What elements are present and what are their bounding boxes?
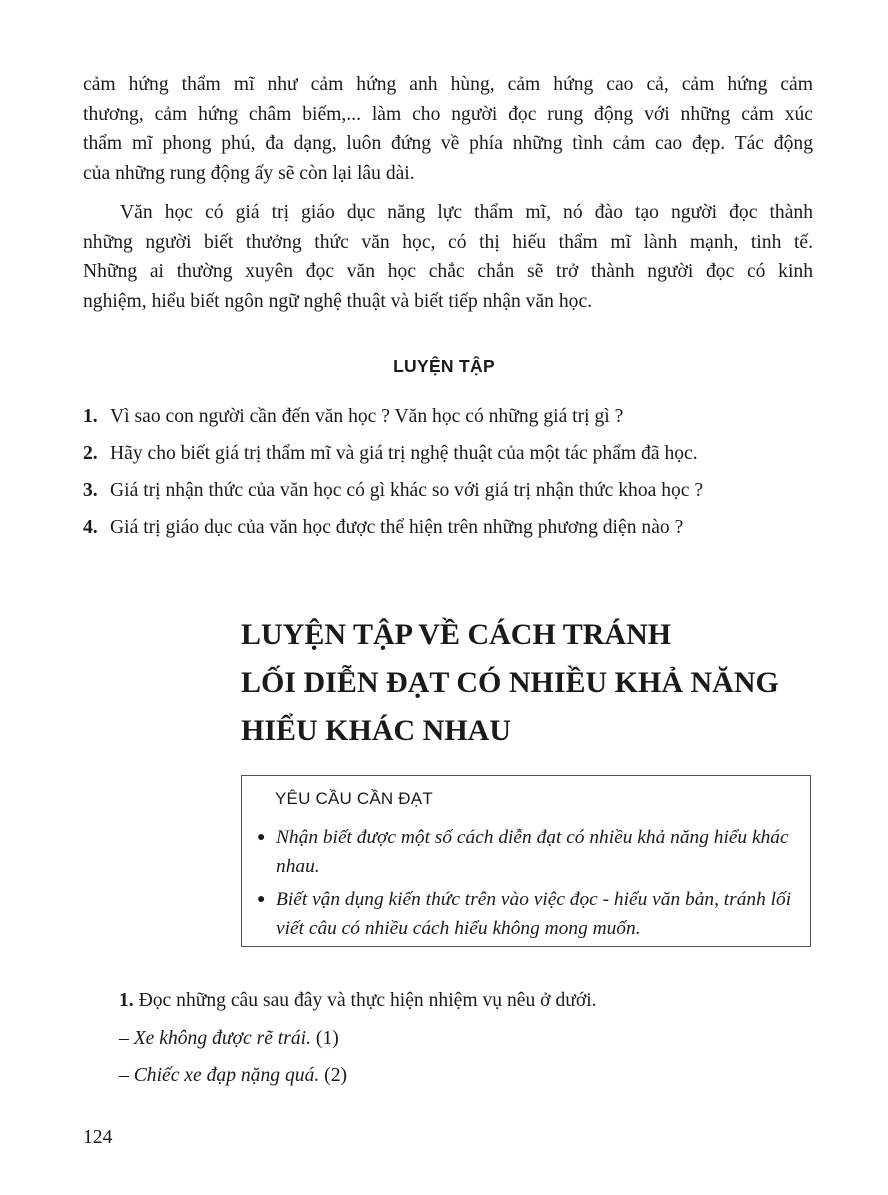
paragraph-line: những người biết thưởng thức văn học, có thị hiếu thẩm mĩ lành mạnh, tinh tế. xyxy=(83,231,813,253)
requirements-title: YÊU CẦU CẦN ĐẠT xyxy=(275,789,433,808)
example-sentence-2 xyxy=(119,1065,347,1087)
exercise-instruction-text: Đọc những câu sau đây và thực hiện nhiệm vụ nêu ở dưới. xyxy=(138,990,597,1011)
paragraph-line: nghiệm, hiểu biết ngôn ngữ nghệ thuật và biết tiếp nhận văn học. xyxy=(83,290,593,312)
practice-question-list xyxy=(83,398,823,546)
example-dash: – xyxy=(119,1028,129,1049)
question-number: 4. xyxy=(83,517,98,538)
bullet-icon: ● xyxy=(257,830,266,845)
example-sentence-1 xyxy=(119,1028,339,1050)
requirement-item xyxy=(257,886,797,943)
requirement-item xyxy=(257,824,797,881)
example-sentence-text: Xe không được rẽ trái. xyxy=(133,1028,312,1049)
paragraph-line: của những rung động ấy sẽ còn lại lâu dài. xyxy=(83,162,415,184)
lesson-title xyxy=(241,611,779,755)
practice-question xyxy=(83,472,823,509)
exercise-number: 1. xyxy=(119,990,134,1011)
practice-question xyxy=(83,509,823,546)
page-number: 124 xyxy=(83,1127,113,1148)
question-text: Giá trị giáo dục của văn học được thể hiện trên những phương diện nào ? xyxy=(110,517,684,538)
question-text: Giá trị nhận thức của văn học có gì khác so với giá trị nhận thức khoa học ? xyxy=(110,480,704,501)
example-label: (2) xyxy=(324,1065,348,1086)
lesson-title-line: LUYỆN TẬP VỀ CÁCH TRÁNH xyxy=(241,618,672,651)
requirements-list xyxy=(257,824,797,948)
body-paragraph-2 xyxy=(83,198,813,316)
question-number: 1. xyxy=(83,406,98,427)
practice-heading: LUYỆN TẬP xyxy=(393,356,495,376)
requirement-text: Nhận biết được một số cách diễn đạt có nhiều khả năng hiểu khác nhau. xyxy=(276,827,789,877)
paragraph-line: Văn học có giá trị giáo dục năng lực thẩm mĩ, nó đào tạo người đọc thành xyxy=(120,202,813,223)
body-paragraph-1 xyxy=(83,70,813,188)
question-number: 3. xyxy=(83,480,98,501)
bullet-icon: ● xyxy=(257,892,266,907)
paragraph-line: cảm hứng thẩm mĩ như cảm hứng anh hùng, cảm hứng cao cả, cảm hứng cảm xyxy=(83,74,813,95)
example-dash: – xyxy=(119,1065,129,1086)
question-number: 2. xyxy=(83,443,98,464)
lesson-title-line: LỐI DIỄN ĐẠT CÓ NHIỀU KHẢ NĂNG xyxy=(241,666,779,699)
question-text: Vì sao con người cần đến văn học ? Văn học có những giá trị gì ? xyxy=(110,406,624,427)
example-sentence-text: Chiếc xe đạp nặng quá. xyxy=(133,1065,320,1086)
question-text: Hãy cho biết giá trị thẩm mĩ và giá trị nghệ thuật của một tác phẩm đã học. xyxy=(110,443,698,464)
exercise-instruction xyxy=(119,990,597,1012)
paragraph-line: Những ai thường xuyên đọc văn học chắc chắn sẽ trở thành người đọc có kinh xyxy=(83,261,813,283)
paragraph-line: thẩm mĩ phong phú, đa dạng, luôn đứng về phía những tình cảm cao đẹp. Tác động xyxy=(83,133,813,155)
practice-question xyxy=(83,398,823,435)
paragraph-line: thương, cảm hứng châm biếm,... làm cho người đọc rung động với những cảm xúc xyxy=(83,103,813,125)
requirement-text: Biết vận dụng kiến thức trên vào việc đọc - hiểu văn bản, tránh lối viết câu có nhiều cách hiểu không mong muốn. xyxy=(276,889,792,939)
lesson-title-line: HIỂU KHÁC NHAU xyxy=(241,714,512,747)
example-label: (1) xyxy=(315,1028,339,1049)
practice-question xyxy=(83,435,823,472)
requirements-box xyxy=(241,775,811,947)
